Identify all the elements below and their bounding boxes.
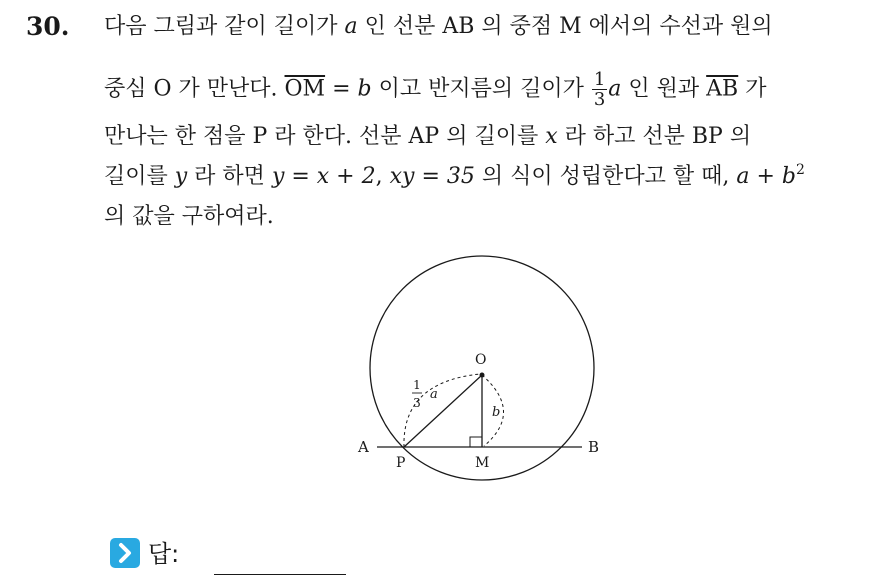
fraction-one-third: $\frac{1}{3}$ (593, 69, 606, 110)
label-o: O (475, 352, 487, 368)
label-frac-num: 1 (413, 378, 421, 392)
question-number: 30. (26, 12, 70, 41)
question-line-1: 다음 그림과 같이 길이가 a 인 선분 AB 의 중점 M 에서의 수선과 원의 (104, 14, 773, 39)
question-line-2: 중심 O 가 만난다. $\overline{OM} = b$ 이고 반지름의 길이가 $\frac{1}{3}$ a 인 원과 $\overline{AB}$ 가 (104, 69, 767, 110)
label-frac-den: 3 (413, 396, 421, 410)
answer-label: 답: (148, 540, 180, 568)
label-length-a: a (430, 387, 438, 402)
label-length-b: b (492, 405, 501, 420)
chevron-right-icon (110, 538, 140, 568)
question-line-3: 만나는 한 점을 P 라 한다. 선분 AP 의 길이를 x 라 하고 선분 BP 의 (104, 124, 752, 149)
geometry-figure (350, 262, 600, 487)
label-m: M (475, 455, 490, 471)
label-b: B (588, 438, 600, 456)
question-line-5: 의 값을 구하여라. (104, 204, 274, 229)
label-p: P (396, 455, 406, 471)
label-a: A (358, 438, 369, 456)
right-angle-mark (470, 437, 482, 447)
question-line-4: 길이를 y 라 하면 y = x + 2, xy = 35 의 식이 성립한다고 할 때, $a + b^2$ (104, 162, 805, 189)
answer-blank[interactable] (214, 574, 346, 575)
